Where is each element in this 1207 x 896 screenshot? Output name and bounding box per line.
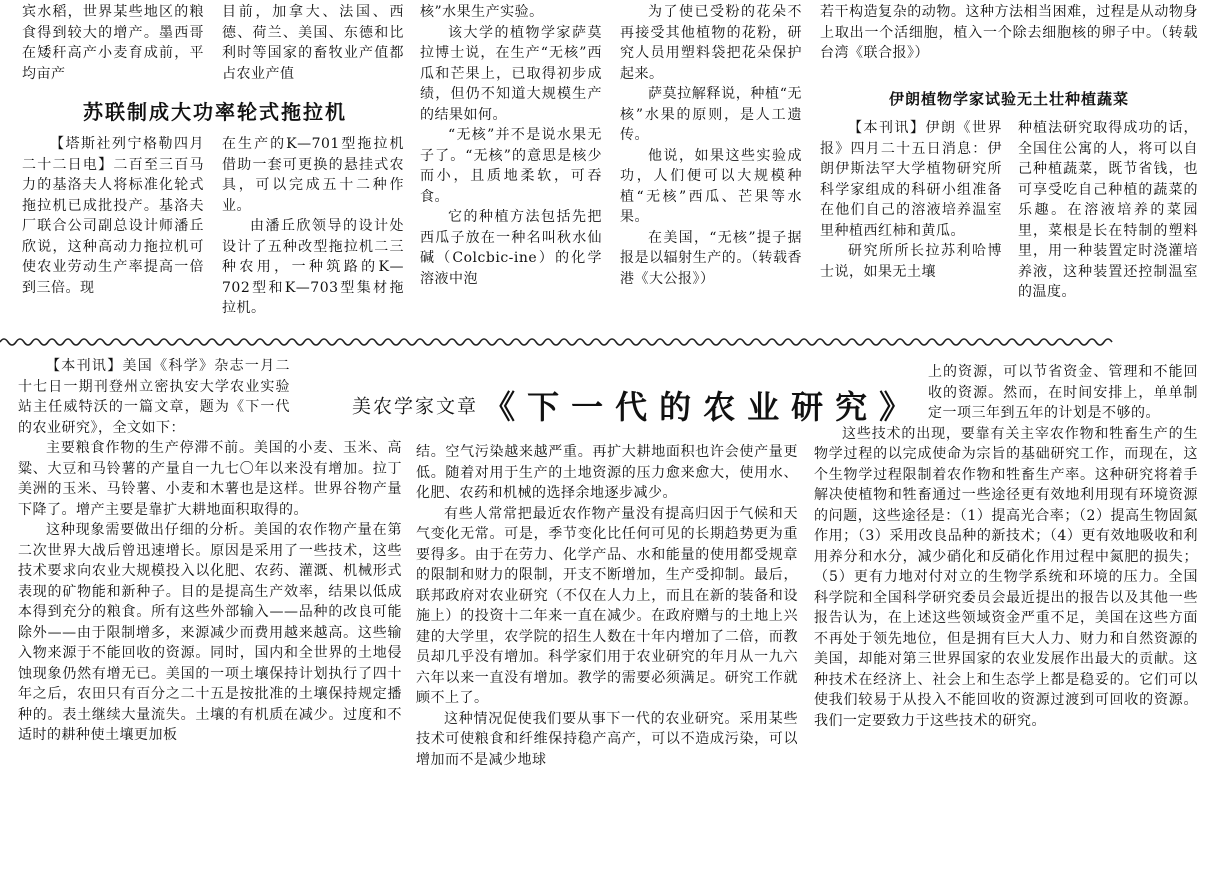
paragraph: 由潘丘欣领导的设计处设计了五种改型拖拉机二三种农用，一种筑路的K—702型和K—703型集材拖拉机。: [222, 218, 404, 316]
paragraph: 目前，加拿大、法国、西德、荷兰、美国、东德和比利时等国家的畜牧业产值都占农业产值: [222, 4, 404, 82]
top-col2-text: [222, 2, 404, 84]
top-col5-text: [820, 2, 1198, 64]
paragraph: 该大学的植物学家萨莫拉博士说，在生产“无核”西瓜和芒果上，已取得初步成绩，但仍不知道大规模生产的结果如何。: [420, 24, 602, 123]
paragraph: 有些人常常把最近农作物产量没有提高归因于气候和天气变化无常。可是，季节变化比任何可见的长期趋势更为重要得多。由于在劳力、化学产品、水和能量的使用都受规章的限制和财力的限制，开支不断增加，生产受抑制。最后，联邦政府对农业研究（不仅在人力上，而且在新的装备和设施上）的投资十二年来一直在减少。在政府赠与的土地上兴建的大学里，农学院的招生人数在十年内增加了二倍，而教员却几乎没有增加。科学家们用于农业研究的年月从一九六六年以来一直没有增加。教学的需要必须满足。研究工作就顾不上了。: [416, 505, 798, 706]
paragraph: 核”水果生产实验。: [420, 4, 544, 20]
paragraph: 在生产的K—701型拖拉机借助一套可更换的悬挂式农具，可以完成五十二种作业。: [222, 136, 404, 214]
seedless-fruit-col-b: [620, 2, 802, 289]
paragraph: 他说，如果这些实验成功，人们便可以大规模种植“无核”西瓜、芒果等水果。: [620, 147, 802, 225]
wavy-divider: [0, 336, 1207, 348]
paragraph: 这种情况促使我们要从事下一代的农业研究。采用某些技术可使粮食和纤维保持稳产高产，可以不造成污染，可以增加而不是减少地球: [416, 710, 798, 768]
paragraph: 研究所所长拉苏利哈博士说，如果无土壤: [820, 243, 1002, 280]
paragraph: 若干构造复杂的动物。这种方法相当困难，过程是从动物身上取出一个活细胞，植入一个除去细胞核的卵子中。（转载台湾《联合报》）: [820, 4, 1198, 61]
soviet-article-col-a: [22, 134, 204, 298]
paragraph: 【本刊讯】美国《科学》杂志一月二十七日一期刊登州立密执安大学农业实验站主任威特沃的一篇文章，题为《下一代的农业研究》，全文如下：: [18, 358, 290, 436]
top-col1-text: [22, 2, 204, 84]
paragraph: 这些技术的出现，要靠有关主宰农作物和牲畜生产的生物学过程的以完成使命为宗旨的基础研究工作，而现在，这个生物学过程限制着农作物和牲畜生产率。这种研究将着手解决使植物和牲畜通过一些途径更有效地利用现有环境资源的问题，这些途径是：（1）提高光合率；（2）提高生物固氮作用；（3）采用改良品种的新技术；（4）更有效地吸收和利用养分和水分，减少硝化和反硝化作用过程中氮肥的损失；（5）更有力地对付对立的生物学系统和环境的压力。全国科学院和全国科学研究委员会最近提出的报告以及其他一些报告认为，在上述这些领域资金严重不足，美国在这些方面不再处于领先地位，但是拥有巨大人力、财力和自然资源的美国，却能对第三世界国家的农业发展作出最大的贡献。这种技术在经济上、社会上和生态学上都是稳妥的。它们可以使我们较易于从投入不能回收的资源过渡到可回收的资源。我们一定要致力于这些技术的研究。: [814, 425, 1198, 729]
seedless-fruit-col-a: [420, 2, 602, 289]
iran-headline: 伊朗植物学家试验无土壮种植蔬菜: [888, 90, 1129, 108]
iran-article-col-b: [1018, 118, 1198, 303]
title-main: 《下一代的农业研究》: [483, 388, 924, 426]
agri-article-col2: [416, 442, 798, 770]
paragraph: 为了使已受粉的花朵不再接受其他植物的花粉，研究人员用塑料袋把花朵保护起来。: [620, 4, 802, 82]
paragraph: 萨莫拉解释说，种植“无核”水果的原则，是人工遗传。: [620, 86, 802, 143]
soviet-article-col-b: [222, 134, 404, 319]
paragraph: 上的资源，可以节省资金、管理和不能回收的资源。然而，在时间安排上，单单制定一项三年到五年的计划是不够的。: [928, 364, 1198, 421]
paragraph: 这种现象需要做出仔细的分析。美国的农作物产量在第二次世界大战后曾迅速增长。原因是采用了一些技术，这些技术要求向农业大规模投入以化肥、农药、灌溉、机械形式表现的矿物能和新种子。目的是提高生产效率，结果以低成本得到充分的粮食。所有这些外部输入——品种的改良可能除外——由于限制增多，来源减少而费用越来越高。这些输入物来源于不能回收的资源。同时，国内和全世界的土地侵蚀现象仍然有增无已。美国的一项土壤保持计划执行了四十年之后，农田只有百分之二十五是按批准的土壤保持规定播种的。表土继续大量流失。土壤的有机质在减少。过度和不适时的耕种使土壤更加板: [18, 522, 402, 743]
paragraph: 【塔斯社列宁格勒四月二十二日电】二百至三百马力的基洛夫人将标准化轮式拖拉机已成批投产。基洛夫厂联合公司副总设计师潘丘欣说，这种高动力拖拉机可使农业劳动生产率提高一倍到三倍。现: [22, 136, 204, 296]
paragraph: 种植法研究取得成功的话，全国住公寓的人，将可以自己种植蔬菜，既节省钱，也可享受吃自己种植的蔬菜的乐趣。在溶液培养的菜园里，菜根是长在特制的塑料里，用一种装置定时浇灌培养液，这种装置还控制温室的温度。: [1018, 120, 1198, 300]
agri-article-col3: [814, 362, 1198, 731]
agri-article-col1: [18, 356, 402, 746]
paragraph: 主要粮食作物的生产停滞不前。美国的小麦、玉米、高粱、大豆和马铃薯的产量自一九七〇年以来没有增加。拉丁美洲的玉米、马铃薯、小麦和木薯也是这样。世界谷物产量下降了。增产主要是靠扩大耕地面积取得的。: [18, 440, 402, 518]
paragraph: 结。空气污染越来越严重。再扩大耕地面积也许会使产量更低。随着对用于生产的土地资源的压力愈来愈大，使用水、化肥、农药和机械的选择余地逐步减少。: [416, 444, 798, 501]
paragraph: 宾水稻，世界某些地区的粮食得到较大的增产。墨西哥在矮秆高产小麦育成前，平均亩产: [22, 4, 204, 82]
iran-article-col-a: [820, 118, 1002, 282]
paragraph: 它的种植方法包括先把西瓜子放在一种名叫秋水仙碱（Colcbic-ine）的化学溶液中泡: [420, 209, 602, 287]
paragraph: 【本刊讯】伊朗《世界报》四月二十五日消息：伊朗伊斯法罕大学植物研究所科学家组成的科研小组准备在他们自己的溶液培养温室里种植西红柿和黄瓜。: [820, 120, 1002, 239]
title-prefix: 美农学家文章: [352, 395, 479, 418]
soviet-headline: 苏联制成大功率轮式拖拉机: [83, 100, 347, 124]
paragraph: 在美国，“无核”提子据报是以辐射生产的。（转载香港《大公报》）: [620, 229, 802, 287]
paragraph: “无核”并不是说水果无子了。“无核”的意思是核少而小，且质地柔软，可吞食。: [420, 127, 602, 205]
